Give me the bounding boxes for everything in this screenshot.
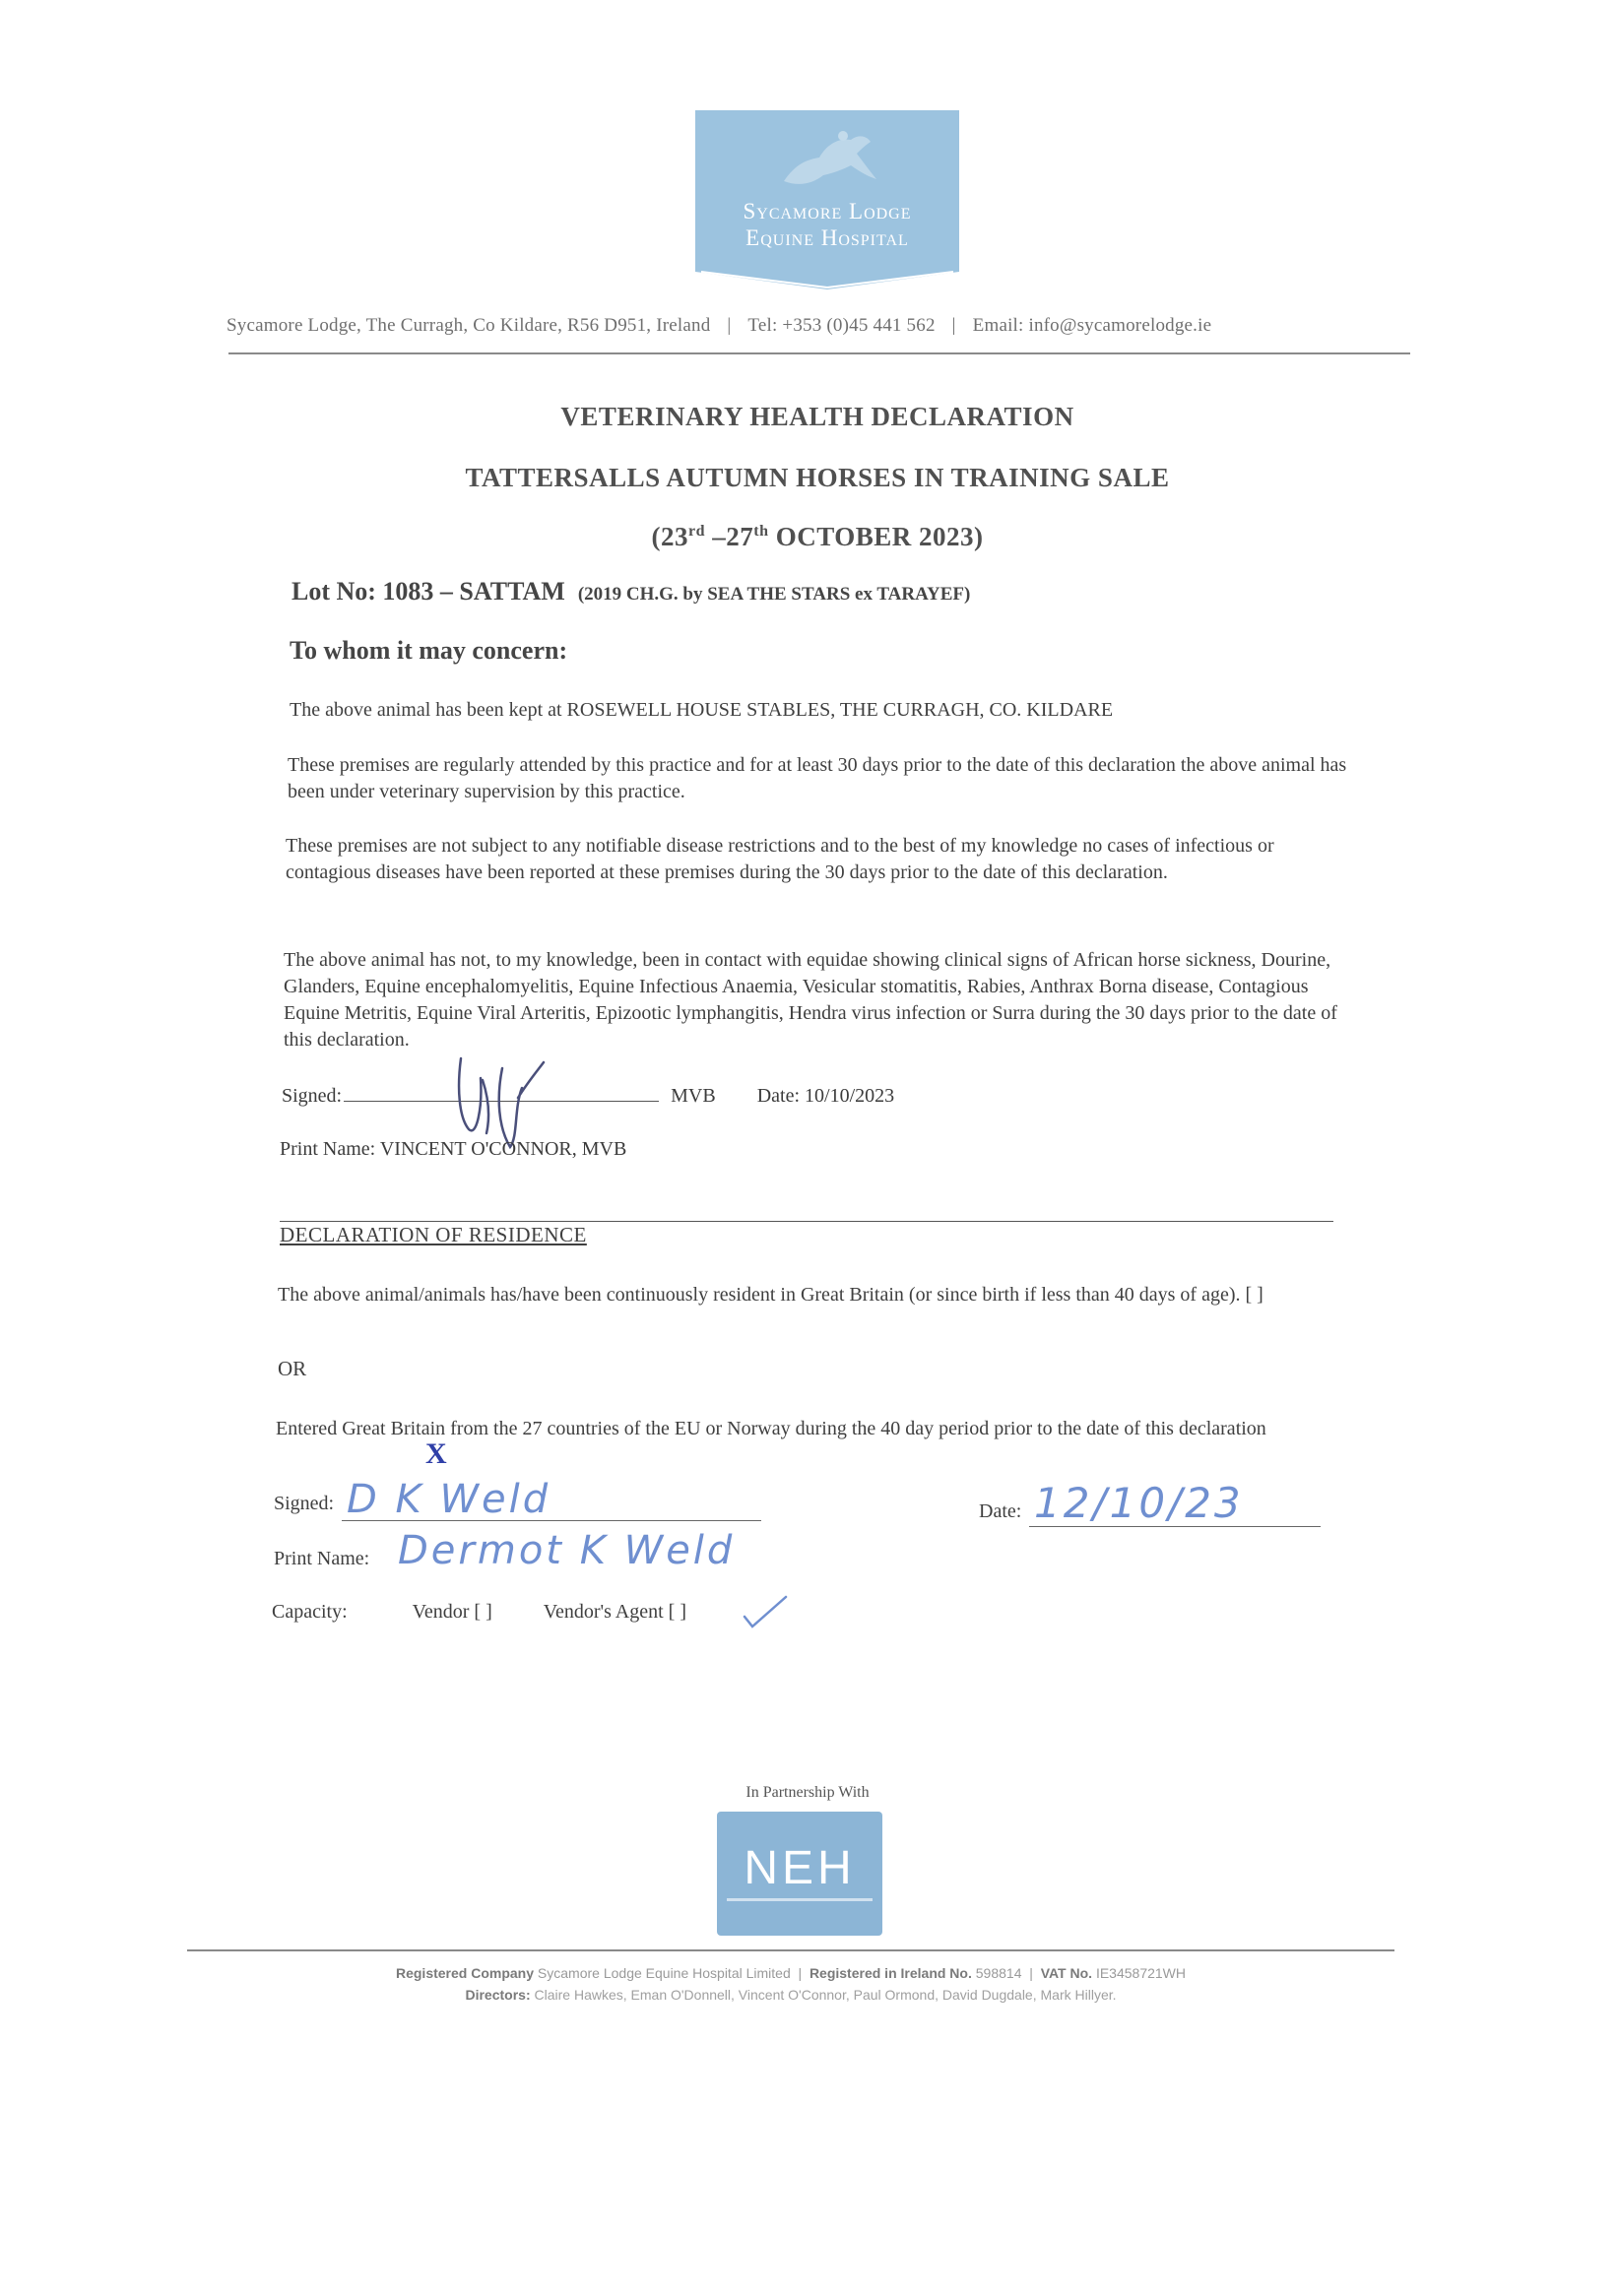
capacity-row: Capacity: Vendor [ ] Vendor's Agent [ ]	[272, 1601, 686, 1623]
hospital-phone: Tel: +353 (0)45 441 562	[747, 315, 936, 336]
vendor-date-label: Date:	[979, 1500, 1022, 1522]
sale-title: TATTERSALLS AUTUMN HORSES IN TRAINING SALE	[465, 463, 1170, 492]
sycamore-lodge-logo	[695, 110, 959, 268]
registration-line: Registered Company Sycamore Lodge Equine Hospital Limited | Registered in Ireland No. 598814 | VAT No. IE3458721WH	[395, 1965, 1187, 1981]
footer-divider	[187, 1949, 1394, 1951]
neh-logo-underline	[727, 1898, 873, 1901]
vet-print-name: Print Name: VINCENT O'CONNOR, MVB	[280, 1138, 627, 1160]
sale-dates: (23rd –27th OCTOBER 2023)	[651, 522, 984, 551]
header-divider	[228, 352, 1410, 354]
capacity-vendor: Vendor [ ]	[412, 1601, 492, 1623]
directors-line: Directors: Claire Hawkes, Eman O'Donnell, Vincent O'Connor, Paul Ormond, David Dugdale, Mark Hillyer.	[465, 1987, 1117, 2003]
vendor-handwritten-date: 12/10/23	[1034, 1479, 1244, 1527]
paragraph-kept-at: The above animal has been kept at ROSEWELL HOUSE STABLES, THE CURRAGH, CO. KILDARE	[290, 699, 1114, 721]
document-title: VETERINARY HEALTH DECLARATION	[560, 402, 1074, 431]
section-divider	[280, 1221, 1333, 1222]
horse-icon	[774, 124, 882, 195]
vendor-handwritten-signature: D K Weld	[347, 1477, 551, 1522]
residence-or: OR	[278, 1357, 307, 1380]
vendor-print-label: Print Name:	[274, 1548, 370, 1569]
lot-number: Lot No: 1083 – SATTAM (2019 CH.G. by SEA THE STARS ex TARAYEF)	[291, 577, 971, 606]
vet-signature-row: Signed: MVB Date: 10/10/2023	[282, 1085, 895, 1107]
paragraph-disease-restrictions: These premises are not subject to any notifiable disease restrictions and to the best of my knowledge no cases of infectious or contagious diseases have been reported at these premises during the 30 days prior to the date of this declaration.	[286, 835, 1274, 883]
neh-logo	[717, 1812, 882, 1936]
partnership-label: In Partnership With	[745, 1784, 870, 1801]
vet-date: Date: 10/10/2023	[756, 1085, 895, 1107]
agent-tick-mark	[741, 1593, 790, 1632]
residence-heading: DECLARATION OF RESIDENCE	[280, 1223, 587, 1246]
lot-pedigree: (2019 CH.G. by SEA THE STARS ex TARAYEF)	[577, 584, 971, 605]
vendor-signed-label: Signed:	[274, 1493, 335, 1514]
logo-line-1: Sycamore Lodge	[743, 199, 912, 223]
residence-option-entered: Entered Great Britain from the 27 countries of the EU or Norway during the 40 day period prior to the date of this declaration	[276, 1418, 1266, 1439]
capacity-vendors-agent: Vendor's Agent [ ]	[543, 1601, 686, 1623]
salutation: To whom it may concern:	[290, 636, 568, 665]
paragraph-supervision: These premises are regularly attended by this practice and for at least 30 days prior to the date of this declaration the above animal has been under veterinary supervision by this practice.	[288, 754, 1347, 802]
vendor-handwritten-name: Dermot K Weld	[398, 1528, 736, 1573]
paragraph-equidae-contact: The above animal has not, to my knowledge, been in contact with equidae showing clinical signs of African horse sickness, Dourine, Glanders, Equine encephalomyelitis, Equine Infectious Anaemia, Vesicular stomatitis, Rabies, Anthrax Borna disease, Contagious Equine Metritis, Equine Viral Arteritis, Epizootic lymphangitis, Hendra virus infection or Surra during the 30 days prior to the date of this declaration.	[284, 949, 1337, 1051]
hospital-contact-line: Sycamore Lodge, The Curragh, Co Kildare, R56 D951, Ireland | Tel: +353 (0)45 441 562 | Email: info@sycamorelodge.ie	[227, 315, 1212, 336]
logo-chevron	[695, 258, 959, 293]
logo-line-2: Equine Hospital	[745, 225, 909, 250]
entered-x-mark: X	[425, 1437, 447, 1470]
hospital-email: Email: info@sycamorelodge.ie	[972, 315, 1212, 336]
residence-option-resident: The above animal/animals has/have been continuously resident in Great Britain (or since birth if less than 40 days of age). [ ]	[278, 1284, 1263, 1306]
hospital-address: Sycamore Lodge, The Curragh, Co Kildare, R56 D951, Ireland	[227, 315, 711, 336]
neh-logo-text: NEH	[744, 1842, 856, 1894]
